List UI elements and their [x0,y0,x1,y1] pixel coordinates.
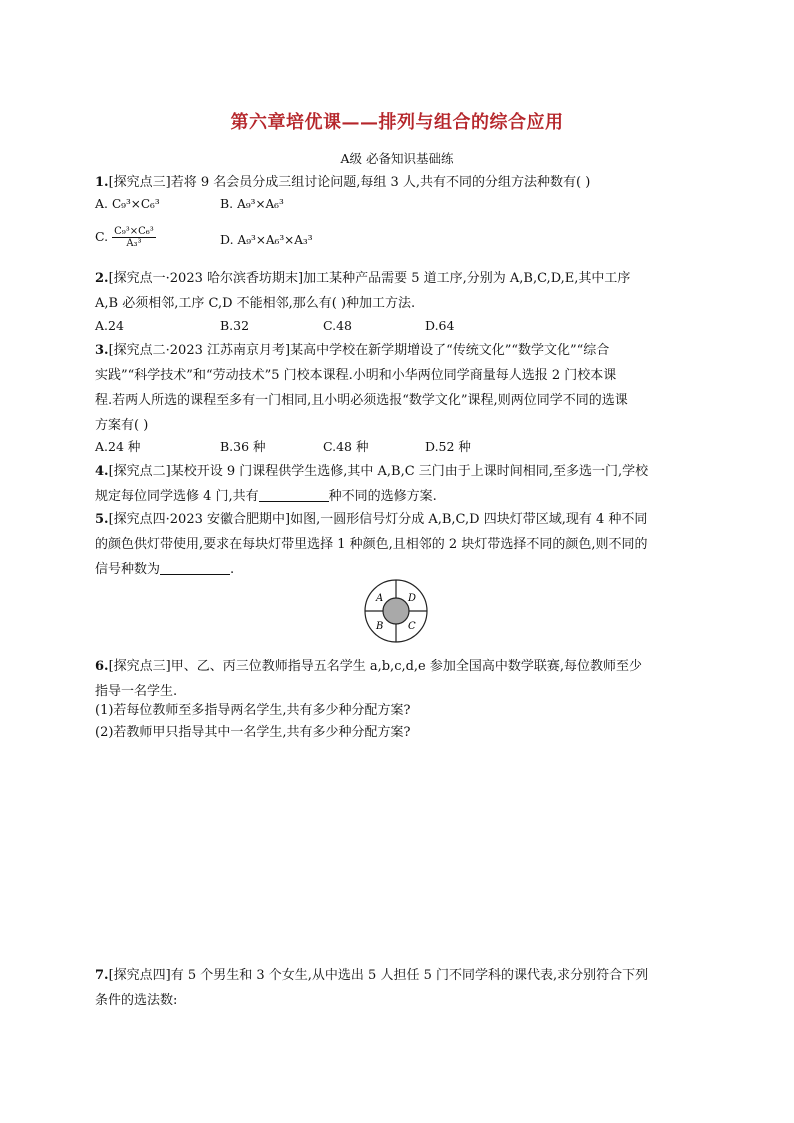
option-c: C.48 [323,318,352,333]
section-heading: A级 必备知识基础练 [340,151,454,166]
option-b: B.36 种 [220,439,266,454]
question-7: 7.[探究点四]有 5 个男生和 3 个女生,从中选出 5 人担任 5 门不同学科的课代表,求分别符合下列 条件的选法数: [95,968,649,1008]
page-title: 第六章培优课——排列与组合的综合应用 [230,112,564,133]
option-d: D.64 [425,318,455,333]
option-a: A.24 [95,318,124,333]
question-number: 1. [95,175,109,190]
question-5: 5.[探究点四·2023 安徽合肥期中]如图,一圆形信号灯分成 A,B,C,D 四块灯带区域,现有 4 种不同 的颜色供灯带使用,要求在每块灯带里选择 1 种颜色,且相邻的 2 块灯带选择不同的颜色,则不同的 信号种数为 . [95,512,648,577]
signal-light-diagram [362,577,430,645]
question-text: [探究点三]若将 9 名会员分成三组讨论问题,每组 3 人,共有不同的分组方法种数有( ) [108,175,591,190]
question-2: 2.[探究点一·2023 哈尔滨香坊期末]加工某种产品需要 5 道工序,分别为 A,B,C,D,E,其中工序 A,B 必须相邻,工序 C,D 不能相邻,那么有( )种加工方法. [95,271,631,311]
option-b-expression: A₉³×A₆³ [237,197,284,211]
answer-blank[interactable] [259,488,329,502]
option-a: A.24 种 [95,439,141,454]
region-c-label: C [408,621,416,632]
sub-question-2: (2)若教师甲只指导其中一名学生,共有多少种分配方案? [95,725,411,740]
option-d-expression: A₉³×A₆³×A₃³ [237,233,313,247]
option-d: D.52 种 [425,439,471,454]
option-b: B. A₉³×A₆³ [220,196,284,211]
option-b: B.32 [220,318,250,333]
question-1 [95,170,695,195]
option-a: A. C₉³×C₆³ [95,196,160,211]
center-circle [383,598,409,624]
option-a-expression: C₉³×C₆³ [112,197,160,211]
answer-blank[interactable] [160,561,230,575]
option-c: C. $\frac{\text{C₉³×C₆³}}{\text{A₃³}}$ [95,226,154,249]
sub-question-1: (1)若每位教师至多指导两名学生,共有多少种分配方案? [95,703,411,718]
question-3: 3.[探究点二·2023 江苏南京月考]某高中学校在新学期增设了“传统文化”“数学文化”“综合 实践”“科学技术”和“劳动技术”5 门校本课程.小明和小华两位同学商量每人选报 2 门校本课 程.若两人所选的课程至多有一门相同,且小明必须选报“数学文化”课程,则两位同学不同的选课 方案有( ) [95,343,628,433]
question-6: 6.[探究点三]甲、乙、丙三位教师指导五名学生 a,b,c,d,e 参加全国高中数学联赛,每位教师至少 指导一名学生. [95,659,643,699]
option-c-fraction: $\frac{\text{C₉³×C₆³}}{\text{A₃³}}$ [114,226,154,249]
region-a-label: A [376,593,384,604]
region-b-label: B [376,621,384,632]
region-d-label: D [408,593,417,604]
option-d: D. A₉³×A₆³×A₃³ [220,232,313,247]
option-c: C.48 种 [323,439,369,454]
question-4: 4.[探究点二]某校开设 9 门课程供学生选修,其中 A,B,C 三门由于上课时间相同,至多选一门,学校 规定每位同学选修 4 门,共有 种不同的选修方案. [95,464,649,504]
